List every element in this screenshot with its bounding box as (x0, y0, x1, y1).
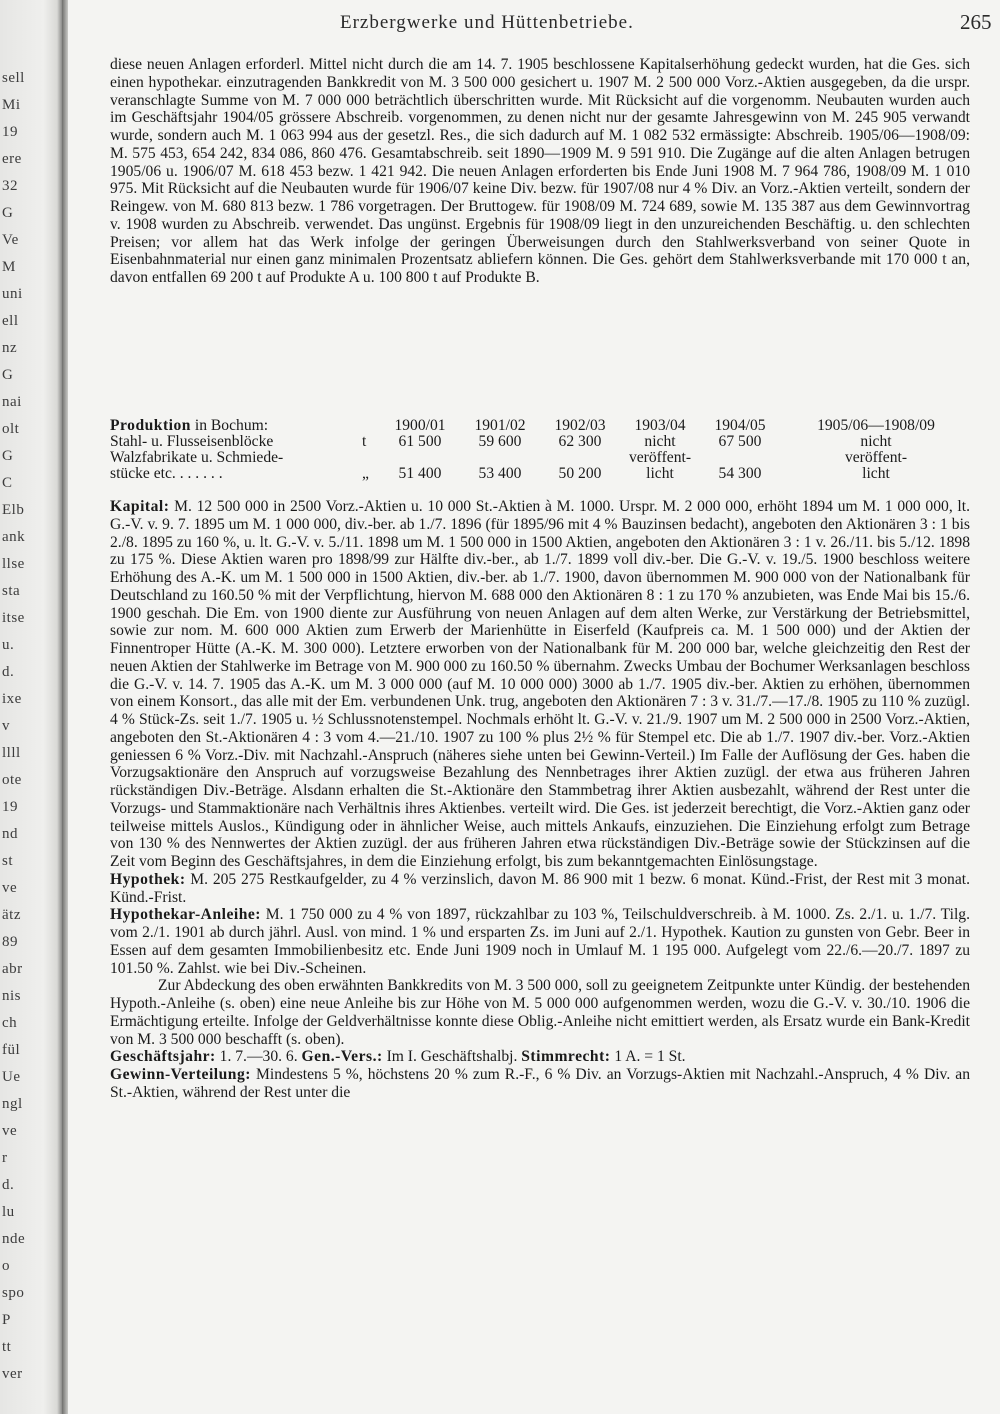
year-header: 1901/02 (474, 417, 526, 434)
margin-fragment: G (2, 367, 14, 383)
gewinn-section (110, 1066, 970, 1102)
production-header-row (110, 418, 972, 434)
margin-fragment: sta (2, 583, 21, 599)
margin-fragment: ote (2, 772, 22, 788)
row-unit (362, 450, 380, 466)
running-title: Erzbergwerke und Hüttenbetriebe. (340, 12, 634, 33)
table-cell: veröffent- (844, 449, 908, 466)
margin-fragment: Ue (2, 1069, 21, 1085)
margin-fragment: 89 (2, 934, 18, 950)
margin-fragment: 32 (2, 178, 18, 194)
row-unit: t (362, 433, 367, 450)
anleihe-section (110, 906, 970, 977)
main-sections (110, 498, 970, 1102)
table-cell: 62 300 (558, 433, 602, 450)
margin-fragment: nz (2, 340, 18, 356)
margin-fragment: ch (2, 1015, 18, 1031)
margin-fragment: uni (2, 286, 23, 302)
margin-fragment: u. (2, 637, 15, 653)
kapital-label: Kapital: (110, 498, 170, 515)
table-row (110, 466, 972, 482)
margin-fragment: Elb (2, 502, 25, 518)
gewinn-label: Gewinn-Verteilung: (110, 1066, 251, 1083)
table-cell: 51 400 (398, 465, 442, 482)
page-number: 265 (960, 10, 992, 34)
hypothek-label: Hypothek: (110, 870, 186, 888)
kapital-section (110, 498, 970, 871)
margin-fragment: sell (2, 70, 25, 86)
margin-fragment: r (2, 1150, 8, 1166)
row-label: Stahl- u. Flusseisenblöcke (110, 433, 274, 450)
margin-fragment: lu (2, 1204, 15, 1220)
margin-fragment: d. (2, 664, 15, 680)
table-row (110, 434, 972, 450)
geschaeftsjahr-section: Geschäftsjahr: 1. 7.—30. 6. Gen.-Vers.: Im I. Geschäftshalbj. Stimmrecht: 1 A. = 1 St. (110, 1048, 686, 1066)
hypothek-section (110, 871, 970, 907)
margin-fragment: P (2, 1312, 11, 1328)
margin-fragment: nai (2, 394, 22, 410)
table-cell (540, 450, 620, 466)
gewinn-text: Mindestens 5 %, höchstens 20 % zum R.-F., 6 % Div. an Vorzugs-Aktien mit Nachzahl.-Anspruch, 4 % Div. an St.-Aktien, während der Rest unter die (110, 1066, 970, 1101)
margin-fragment: C (2, 475, 13, 491)
table-cell: nicht (644, 433, 676, 450)
margin-fragment: 19 (2, 799, 18, 815)
table-row (110, 450, 972, 466)
production-label: Produktion in Bochum: (110, 417, 269, 434)
row-unit: „ (362, 465, 369, 482)
year-header: 1905/06—1908/09 (817, 417, 935, 434)
margin-fragment: ixe (2, 691, 22, 707)
intro-text: diese neuen Anlagen erforderl. Mittel nicht durch die am 14. 7. 1905 beschlossene Kapitalserhöhung gedeckt wurden, hat die Ges. sich einen hypothekar. einzutragenden Bankkredit von M. 3 500 000 gesichert u. 1907 M. 2 500 000 Vorz.-Aktien ausgegeben, da die urspr. veranschlagte Summe von M. 7 000 000 beträchtlich überschritten wurde. Mit Rücksicht auf die vorgenomm. Neubauten wurden auch im Geschäftsjahr 1904/05 grössere Abschreib. vorgenommen, zu denen nicht nur der gesamte Jahresgewinn von M. 245 905 verwandt wurde, sondern auch M. 1 063 994 aus der gesetzl. Res., die sich dadurch auf M. 1 082 532 ermässigte: Abschreib. 1905/06—1908/09: M. 575 453, 654 242, 834 086, 860 476. Gesamtabschreib. seit 1890—1909 M. 9 591 910. Die Zugänge auf die alten Anlagen betrugen 1905/06 u. 1906/07 M. 618 453 bezw. 1 421 942. Die neuen Anlagen erforderten bis Ende Juni 1908 M. 7 964 786, 1908/09 M. 1 010 975. Mit Rücksicht auf die Neubauten wurde für 1906/07 keine Div. bezw. für 1907/08 nur 4 % Div. an Vorz.-Aktien verteilt, sondern der Reingew. von M. 680 813 bezw. 1 786 vorgetragen. Der Bruttogew. für 1908/09 M. 724 689, sowie M. 135 387 aus dem Gewinnvortrag v. 1908 wurden zu Abschreib. verwendet. Das ungünst. Ergebnis für 1908/09 liegt in den unzureichenden Beschäftig. u. den schlechten Preisen; vor allem hat das Werk infolge der geringen Überweisungen durch den Stahlwerksverband von seiner Quote in Eisenbahnmaterial nur einen ganz minimalen Prozentsatz abliefern können. Die Ges. gehört dem Stahlwerksverbande mit 170 000 t an, davon entfallen 69 200 t auf Produkte A u. 100 800 t auf Produkte B. (110, 56, 970, 286)
margin-fragment: ve (2, 880, 18, 896)
year-header: 1902/03 (554, 417, 606, 434)
margin-fragment: nis (2, 988, 22, 1004)
margin-fragment: ell (2, 313, 19, 329)
table-cell (460, 450, 540, 466)
page-fold-shadow (62, 0, 68, 1414)
anleihe-label: Hypothekar-Anleihe: (110, 906, 261, 924)
table-cell: veröffent- (628, 449, 692, 466)
margin-fragment: G (2, 448, 14, 464)
margin-fragment: spo (2, 1285, 25, 1301)
margin-fragment: abr (2, 961, 23, 977)
margin-fragment: st (2, 853, 14, 869)
bankkredit-paragraph: Zur Abdeckung des oben erwähnten Bankkredits von M. 3 500 000, soll zu geeignetem Zeitpunkte unter Kündig. der bestehenden Hypoth.-Anleihe (s. oben) eine neue Anleihe bis zur Höhe von M. 5 000 000 aufgenommen werden, wozu die G.-V. v. 30./10. 1906 die Ermächtigung erteilte. Infolge der Geldverhältnisse konnte diese Oblig.-Anleihe nicht emittiert werden, als Ersatz wurde ein Bank-Kredit von M. 3 500 000 beschafft (s. oben). (110, 977, 970, 1048)
year-header: 1903/04 (634, 417, 686, 434)
margin-fragment: M (2, 259, 16, 275)
margin-fragment: nd (2, 826, 18, 842)
margin-fragment: ngl (2, 1096, 23, 1112)
row-label: stücke etc. . . . . . . (110, 465, 223, 482)
margin-fragment: o (2, 1258, 10, 1274)
anleihe-text: M. 1 750 000 zu 4 % von 1897, rückzahlbar zu 103 %, Teilschuldverschreib. à M. 1000. Zs. 2./1. u. 1./7. Tilg. vom 2./1. 1901 ab durch jährl. Ausl. von mind. 1 % und ersparten Zs. im Juni auf 2./1. Hypothek. Kaution zu gunsten von Gebr. Beer in Essen auf dem gesamten Immobilienbesitz etc. Ende Juni 1909 noch in Umlauf M. 1 195 000. Aufgelegt vom 22./6.—20./7. 1897 zu 101.50 %. Zahlst. wie bei Div.-Scheinen. (110, 906, 970, 977)
margin-fragment: G (2, 205, 14, 221)
margin-fragment: tt (2, 1339, 12, 1355)
table-cell: 61 500 (398, 433, 442, 450)
margin-fragment: 19 (2, 124, 18, 140)
margin-fragment: ver (2, 1366, 23, 1382)
table-cell: licht (862, 465, 890, 482)
margin-fragment: ätz (2, 907, 21, 923)
table-cell (700, 450, 780, 466)
margin-fragment: llll (2, 745, 21, 761)
margin-fragment: llse (2, 556, 25, 572)
table-cell (380, 450, 460, 466)
margin-fragment: ank (2, 529, 26, 545)
margin-fragment: Ve (2, 232, 19, 248)
intro-paragraph (110, 56, 970, 287)
table-cell: 50 200 (558, 465, 602, 482)
table-cell: nicht (860, 433, 892, 450)
margin-fragment: Mi (2, 97, 21, 113)
year-header: 1900/01 (394, 417, 446, 434)
table-cell: 54 300 (718, 465, 762, 482)
table-cell: 67 500 (718, 433, 762, 450)
left-page-margin (0, 0, 62, 1414)
margin-fragment: d. (2, 1177, 15, 1193)
margin-fragment: v (2, 718, 10, 734)
table-cell: 53 400 (478, 465, 522, 482)
page (80, 0, 992, 1414)
hypothek-text: M. 205 275 Restkaufgelder, zu 4 % verzinslich, davon M. 86 900 mit 1 bezw. 6 monat. Künd.-Frist, der Rest mit 3 monat. Künd.-Frist. (110, 870, 970, 906)
margin-fragment: ve (2, 1123, 18, 1139)
year-header: 1904/05 (714, 417, 766, 434)
table-cell: licht (646, 465, 674, 482)
table-cell: 59 600 (478, 433, 522, 450)
production-table (110, 418, 972, 482)
row-label: Walzfabrikate u. Schmiede- (110, 449, 284, 466)
margin-fragment: nde (2, 1231, 26, 1247)
margin-fragment: olt (2, 421, 20, 437)
margin-fragment: fül (2, 1042, 21, 1058)
kapital-text: M. 12 500 000 in 2500 Vorz.-Aktien u. 10 000 St.-Aktien à M. 1000. Urspr. M. 2 000 000, erhöht 1894 um M. 1 000 000, lt. G.-V. v. 9. 7. 1895 um M. 1 000 000, div.-ber. ab 1./7. 1896 (für 1895/96 mit 4 % Bauzinsen bedacht), angeboten den Aktionären 3 : 1 bis 2./8. 1895 zu 160 %, u. lt. G.-V. v. 5./11. 1898 um M. 1 500 000 in 1500 Aktien, angeboten den Aktionären 3 : 1 v. 26./11. bis 5./12. 1898 zu 175 %. Diese Aktien waren pro 1898/99 zur Hälfte div.-ber., ab 1./7. 1899 voll div.-ber. Die G.-V. v. 19./5. 1900 beschloss weitere Erhöhung des A.-K. um M. 1 500 000 in 1500 Aktien, div.-ber. ab 1./7. 1900, davon übernommen M. 900 000 von der Nationalbank für Deutschland zu 160.50 % mit der Verpflichtung, hiervon M. 688 000 den Aktionären 8 : 1 zu 170 % anzubieten, was Ende Mai bis 15./6. 1900 geschah. Die Em. von 1900 diente zur Ausführung von neuen Anlagen auf dem alten Werke, zur Verstärkung der Betriebsmittel, sowie zur nom. M. 600 000 Aktien zum Erwerb der Marienhütte in Eiserfeld (Kaufpreis ca. M. 1 500 000) und der Aktien der Finnentroper Hütte (A.-K. M. 300 000). Letztere erworben von der Nationalbank für M. 200 000 bar, welche gleichzeitig den Rest der neuen Aktien der Stahlwerke im Betrage von M. 900 000 zu 160.50 % übernahm. Zwecks Umbau der Bochumer Werksanlagen beschloss die G.-V. v. 14. 7. 1905 das A.-K. um M. 3 000 000 (auf M. 10 000 000) 3000 ab 1./7. 1905 div.-ber. Aktien zu erhöhen, übernommen von einem Konsort., das alle mit der Em. verbundenen Unk. trug, angeboten den Aktionären 7 : 3 v. 31./7.—17./8. 1905 zu 110 % zuzügl. 4 % Stück-Zs. seit 1./7. 1905 u. ½ Schlussnotenstempel. Nochmals erhöht lt. G.-V. v. 21./9. 1907 um M. 2 500 000 in 2500 Vorz.-Aktien, angeboten den St.-Aktionären 4 : 3 vom 4.—21./10. 1907 zu 100 % plus 2½ % für Stempel etc. Die ab 1./7. 1907 div.-ber. Vorz.-Aktien geniessen 6 % Vorz.-Div. mit Nachzahl.-Anspruch (näheres siehe unten bei Gewinn-Verteil.) Im Falle der Auflösung der Ges. haben die Vorzugsaktionäre den Anspruch auf vorzugsweise Bezahlung des Nennbetrages ihrer Aktien zuzügl. der etwa aus früheren Jahren rückständigen Div.-Beträge. Alsdann erhalten die St.-Aktionäre den Stammbetrag ihrer Aktien ausbezahlt, während der Rest unter die Vorzugs- und Stammaktionäre nach Verhältnis ihres Aktienbes. verteilt wird. Die Ges. ist jederzeit berechtigt, die Vorz.-Aktien ganz oder teilweise mittels Auslos., Kündigung oder in ähnlicher Weise, auch mittels Ankaufs, einzuziehen. Die Einziehung erfolgt zum Betrage von 130 % des Nennwertes der Aktien zuzügl. der aus früheren Jahren etwa rückständigen Div.-Beträge sowie der Stückzinsen auf die Zeit vom Beginn des Geschäftsjahres, in dem die Einziehung erfolgt, bis zum bekanntgemachten Einlösungstage. (110, 498, 970, 870)
margin-fragment: ere (2, 151, 22, 167)
margin-fragment: itse (2, 610, 25, 626)
